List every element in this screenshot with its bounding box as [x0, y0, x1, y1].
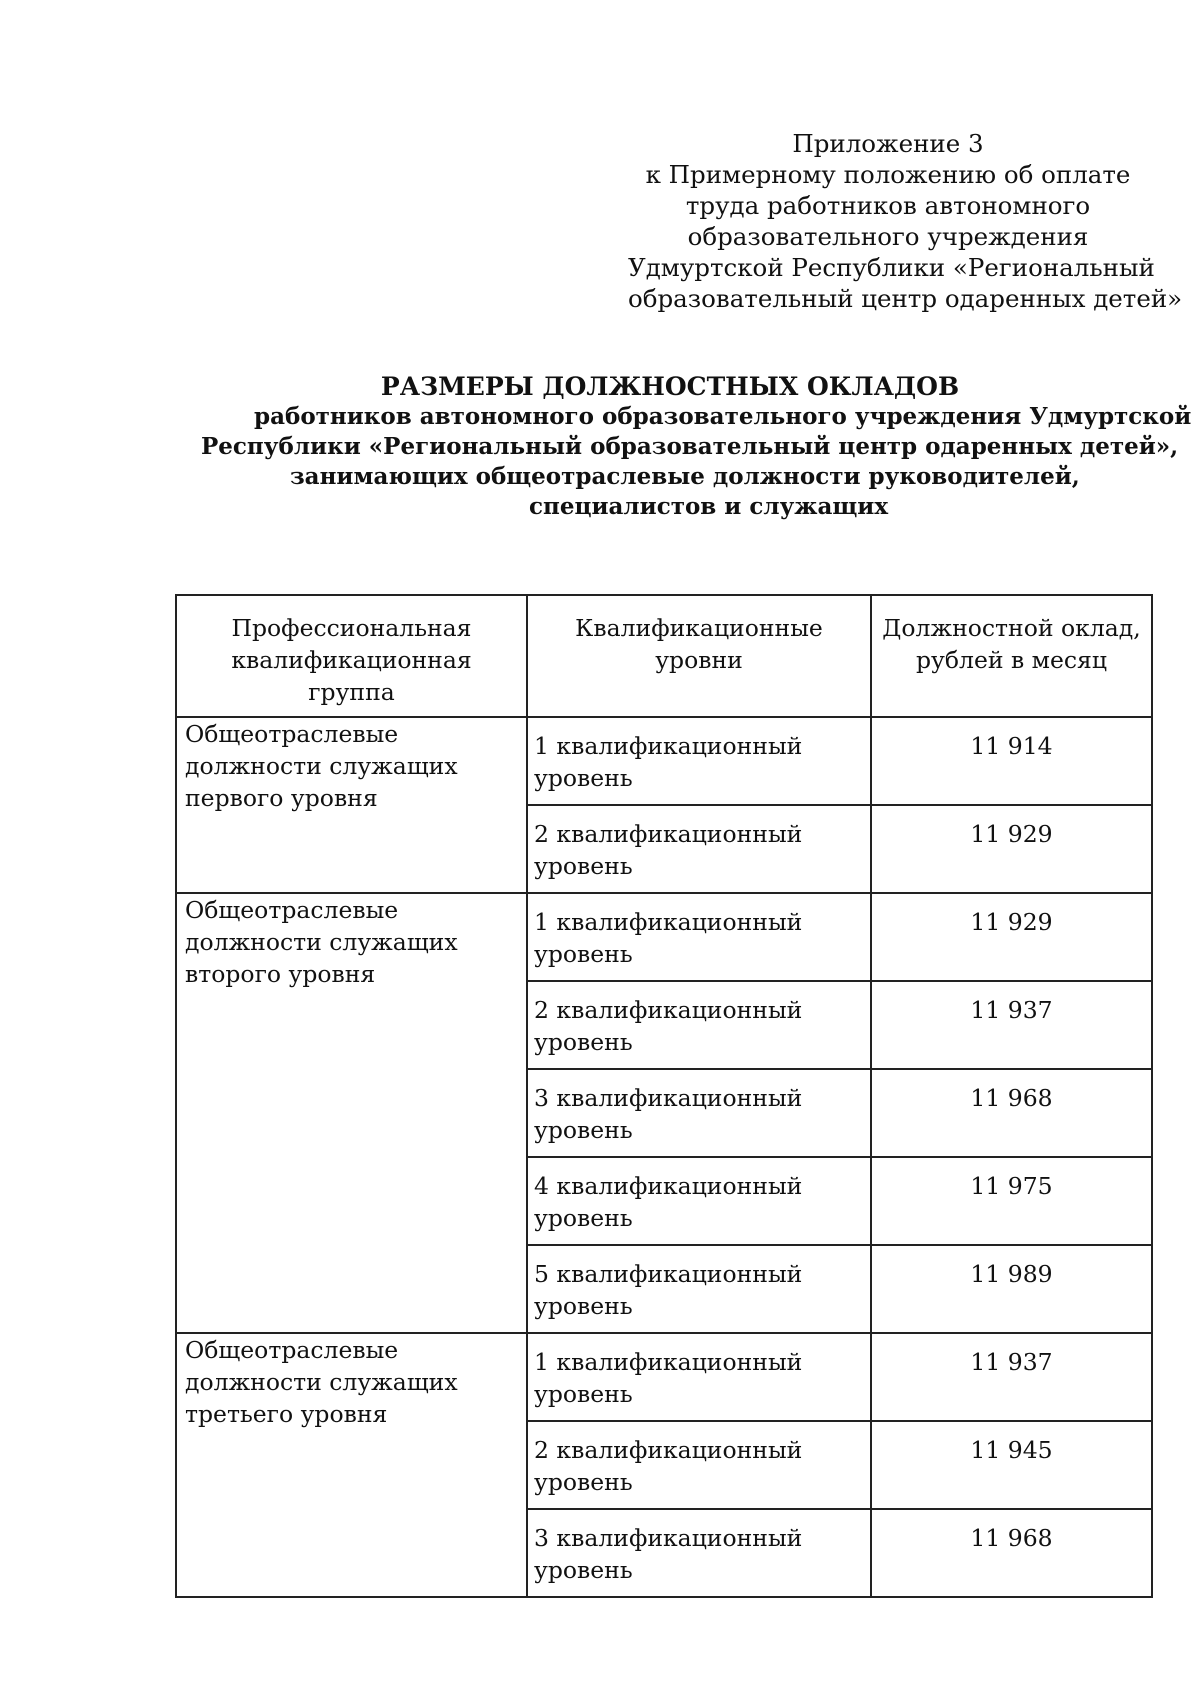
table-row — [176, 893, 1152, 981]
appendix-line: труда работников автономного — [685, 191, 1091, 220]
group-cell: Общеотраслевые должности служащих второго уровня — [176, 893, 527, 1333]
table-header-row — [176, 595, 1152, 717]
document-title-block — [150, 372, 1192, 522]
salary-table — [175, 594, 1153, 1598]
salary-cell: 11 937 — [871, 1333, 1152, 1421]
level-cell: 1 квалификационный уровень — [527, 1333, 871, 1421]
salary-cell: 11 929 — [871, 805, 1152, 893]
appendix-block — [628, 128, 1183, 314]
appendix-line: к Примерному положению об оплате — [645, 160, 1131, 189]
salary-cell: 11 968 — [871, 1509, 1152, 1597]
document-title: РАЗМЕРЫ ДОЛЖНОСТНЫХ ОКЛАДОВ — [380, 372, 960, 401]
salary-cell: 11 914 — [871, 717, 1152, 805]
salary-cell: 11 929 — [871, 893, 1152, 981]
salary-cell: 11 975 — [871, 1157, 1152, 1245]
appendix-line: Удмуртской Республики «Региональный — [628, 253, 1155, 282]
appendix-line: образовательного учреждения — [687, 222, 1089, 251]
table-row — [176, 717, 1152, 805]
header-group: Профессиональная квалификационная группа — [176, 595, 527, 717]
group-cell: Общеотраслевые должности служащих первого уровня — [176, 717, 527, 893]
level-cell: 5 квалификационный уровень — [527, 1245, 871, 1333]
group-cell: Общеотраслевые должности служащих третьего уровня — [176, 1333, 527, 1597]
level-cell: 4 квалификационный уровень — [527, 1157, 871, 1245]
document-subtitle-line: занимающих общеотраслевые должности руководителей, — [290, 463, 1080, 490]
document-subtitle-line: Республики «Региональный образовательный центр одаренных детей», — [201, 433, 1179, 460]
appendix-line: Приложение 3 — [792, 129, 984, 158]
level-cell: 3 квалификационный уровень — [527, 1069, 871, 1157]
level-cell: 2 квалификационный уровень — [527, 981, 871, 1069]
appendix-line: образовательный центр одаренных детей» — [628, 284, 1183, 313]
level-cell: 2 квалификационный уровень — [527, 1421, 871, 1509]
level-cell: 1 квалификационный уровень — [527, 717, 871, 805]
document-subtitle-line: работников автономного образовательного учреждения Удмуртской — [254, 403, 1192, 430]
level-cell: 2 квалификационный уровень — [527, 805, 871, 893]
level-cell: 3 квалификационный уровень — [527, 1509, 871, 1597]
salary-cell: 11 937 — [871, 981, 1152, 1069]
level-cell: 1 квалификационный уровень — [527, 893, 871, 981]
salary-cell: 11 989 — [871, 1245, 1152, 1333]
table-row — [176, 1333, 1152, 1421]
salary-cell: 11 945 — [871, 1421, 1152, 1509]
salary-cell: 11 968 — [871, 1069, 1152, 1157]
header-level: Квалификационные уровни — [527, 595, 871, 717]
document-subtitle-line: специалистов и служащих — [529, 493, 889, 520]
header-salary: Должностной оклад, рублей в месяц — [871, 595, 1152, 717]
